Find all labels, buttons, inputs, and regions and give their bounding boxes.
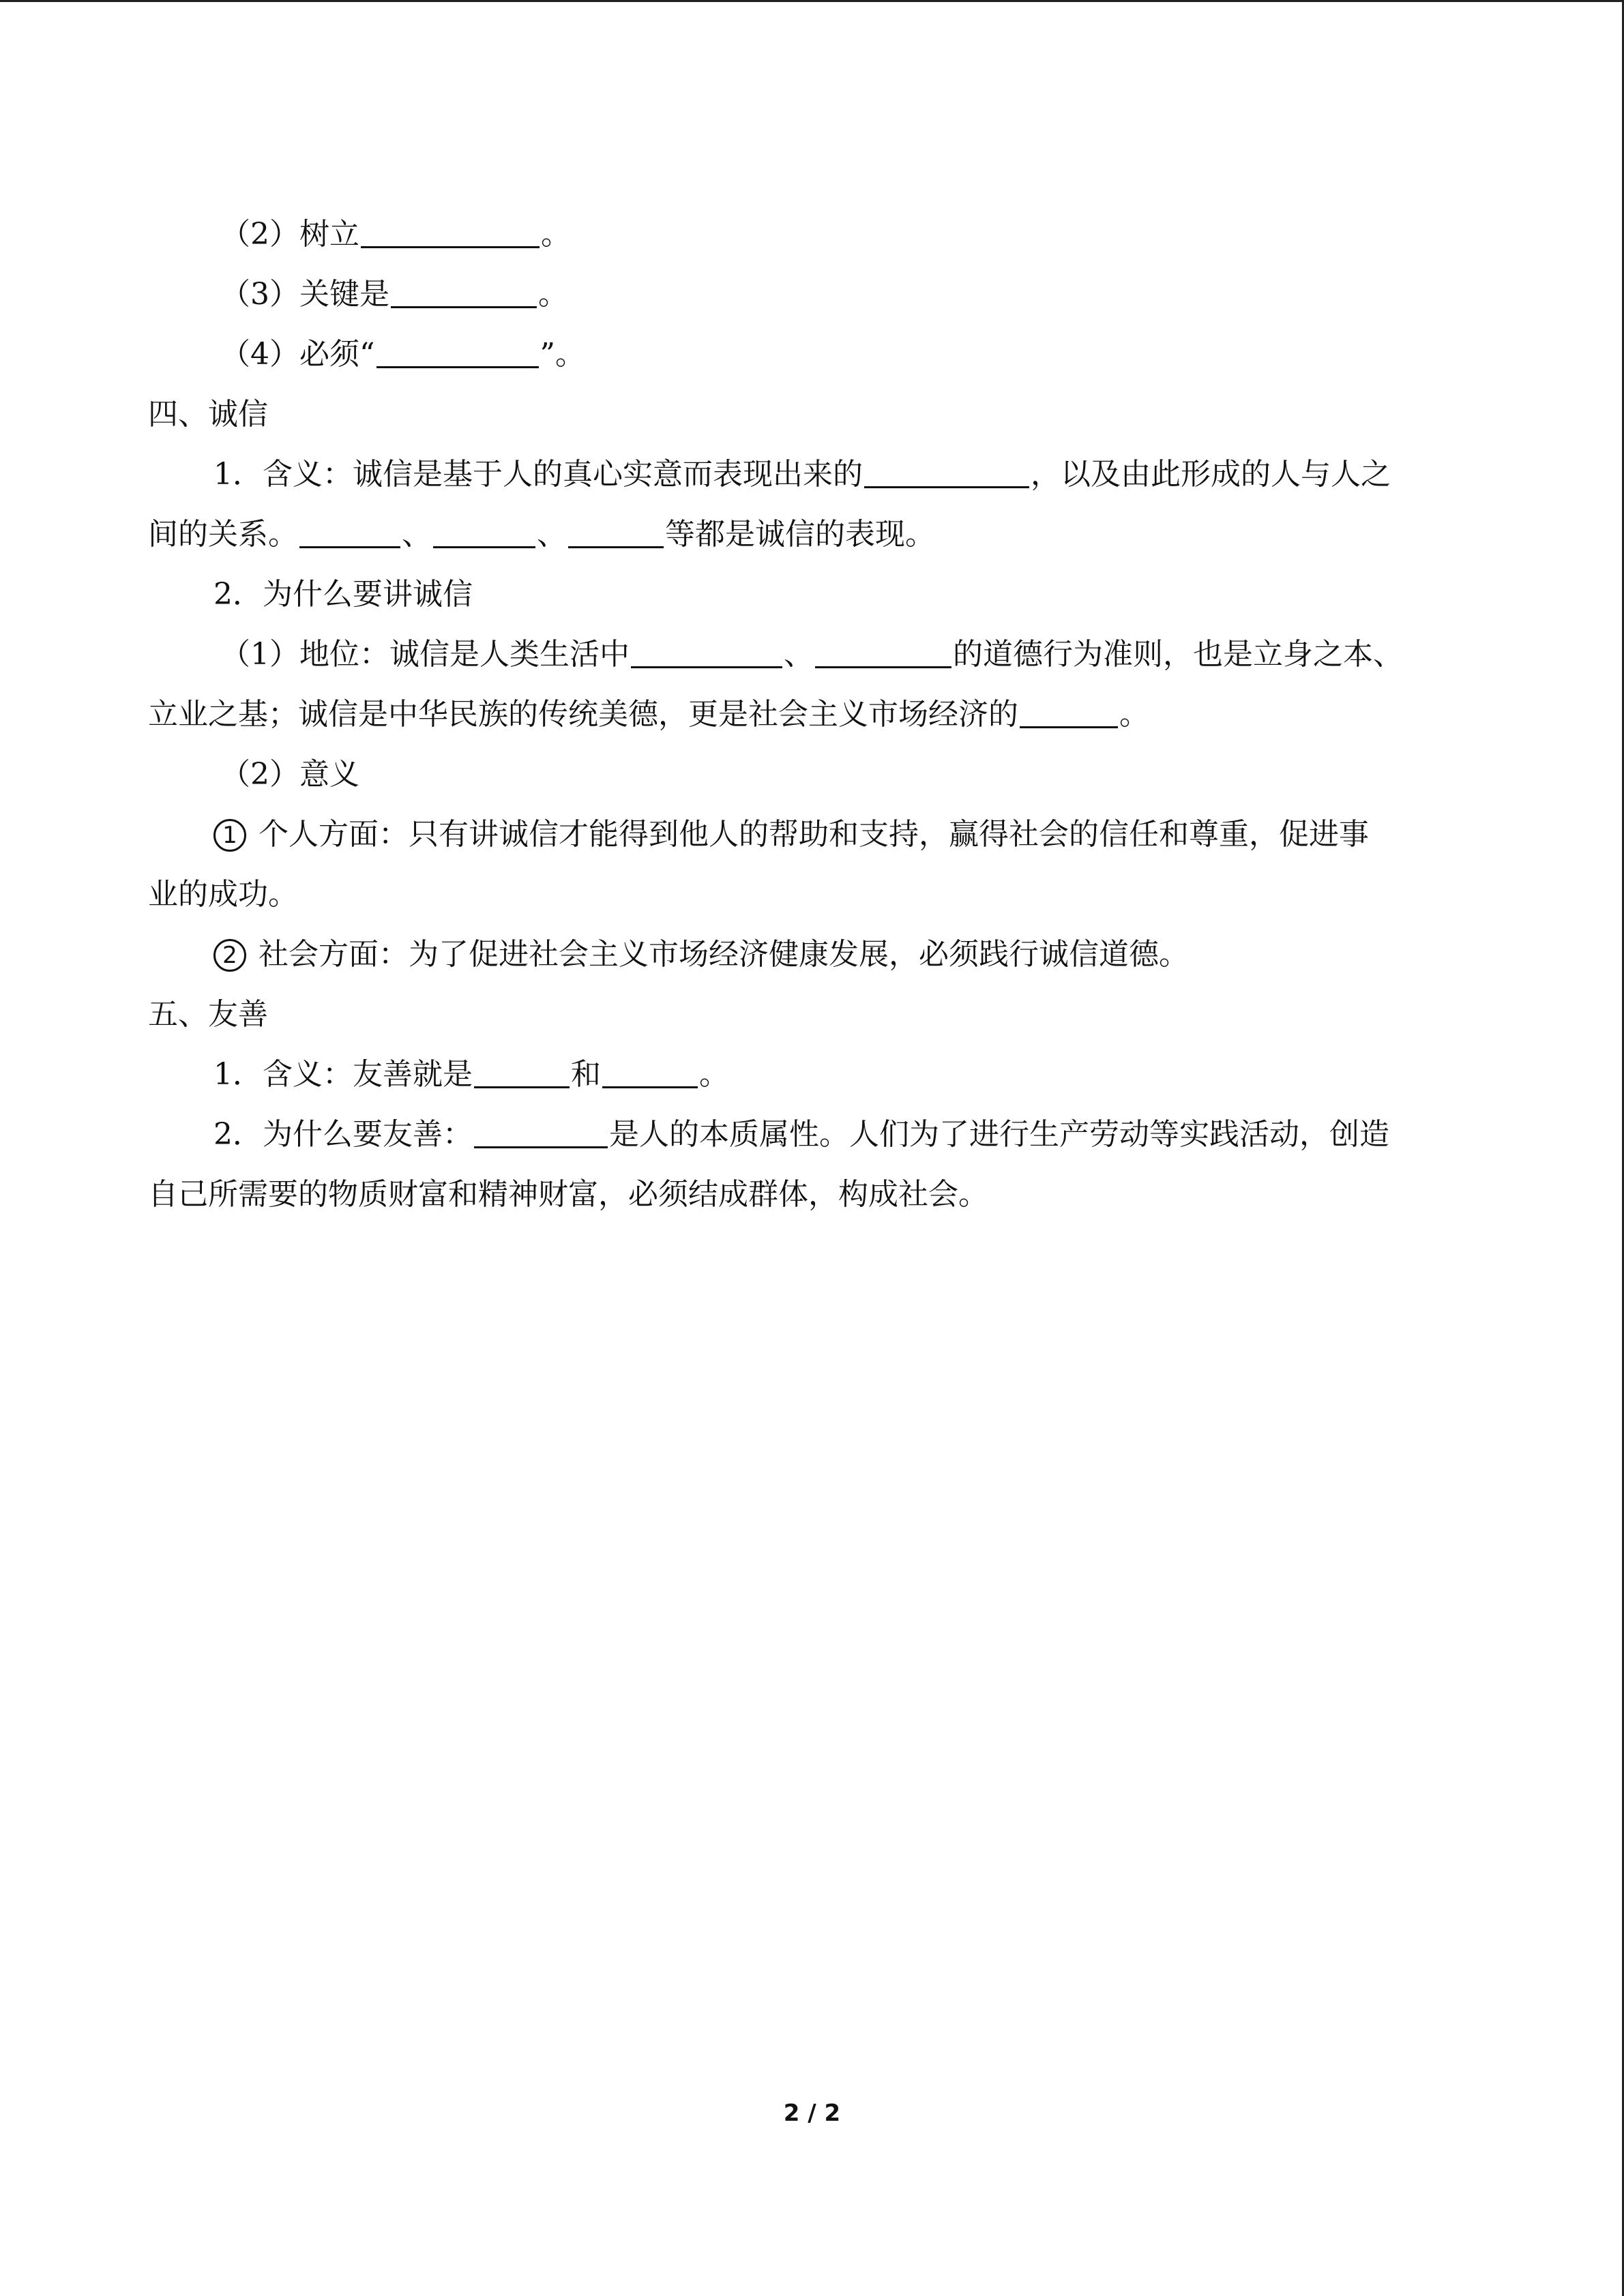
fill-blank[interactable] bbox=[391, 276, 537, 308]
significance-personal bbox=[148, 805, 1478, 865]
item-text: 社会方面：为了促进社会主义市场经济健康发展，必须践行诚信道德。 bbox=[259, 937, 1189, 972]
fill-blank[interactable] bbox=[377, 336, 539, 368]
page-top-border bbox=[0, 0, 1624, 2]
integrity-significance-heading: （2）意义 bbox=[220, 757, 359, 792]
item-text: 1．含义：友善就是 bbox=[213, 1057, 473, 1092]
fill-blank[interactable] bbox=[361, 216, 540, 248]
item-text: （4）必须“ bbox=[220, 337, 375, 372]
item-text: 立业之基；诚信是中华民族的传统美德，更是社会主义市场经济的 bbox=[148, 697, 1018, 732]
significance-social bbox=[148, 925, 1478, 985]
item-text: ”。 bbox=[540, 337, 585, 372]
item-text: 。 bbox=[1119, 697, 1149, 732]
item-text: 等都是诚信的表现。 bbox=[665, 517, 935, 552]
fill-blank[interactable] bbox=[568, 516, 664, 548]
item-text: ，以及由此形成的人与人之 bbox=[1031, 457, 1391, 492]
fill-blank[interactable] bbox=[864, 456, 1029, 488]
fill-blank[interactable] bbox=[474, 1116, 608, 1148]
item-text: 。 bbox=[538, 277, 568, 312]
item-text: 。 bbox=[699, 1057, 729, 1092]
item-text: 间的关系。 bbox=[148, 517, 298, 552]
friendliness-definition bbox=[148, 1045, 1478, 1105]
section-heading-friendliness: 五、友善 bbox=[148, 997, 268, 1032]
fill-blank[interactable] bbox=[602, 1056, 698, 1088]
document-body bbox=[148, 205, 1478, 1225]
friendliness-why bbox=[148, 1105, 1478, 1165]
item-text: 是人的本质属性。人们为了进行生产劳动等实践活动，创造 bbox=[609, 1117, 1389, 1152]
integrity-definition-cont bbox=[148, 505, 1478, 565]
item-text: 、 bbox=[784, 637, 814, 672]
item-establish bbox=[148, 205, 1478, 265]
integrity-why-heading: 2．为什么要讲诚信 bbox=[213, 577, 473, 612]
item-text: 的道德行为准则，也是立身之本、 bbox=[953, 637, 1403, 672]
friendliness-why-cont: 自己所需要的物质财富和精神财富，必须结成群体，构成社会。 bbox=[148, 1177, 988, 1212]
integrity-status bbox=[148, 625, 1478, 685]
item-text: （3）关键是 bbox=[220, 277, 389, 312]
item-text: 和 bbox=[571, 1057, 601, 1092]
item-text: 、 bbox=[537, 517, 567, 552]
item-text: 1．含义：诚信是基于人的真心实意而表现出来的 bbox=[213, 457, 863, 492]
item-text: （2）树立 bbox=[220, 217, 359, 252]
item-text: 个人方面：只有讲诚信才能得到他人的帮助和支持，赢得社会的信任和尊重，促进事 bbox=[259, 817, 1369, 852]
fill-blank[interactable] bbox=[631, 636, 782, 668]
fill-blank[interactable] bbox=[474, 1056, 570, 1088]
fill-blank[interactable] bbox=[1020, 696, 1118, 728]
section-heading-integrity: 四、诚信 bbox=[148, 397, 268, 432]
item-must bbox=[148, 325, 1478, 385]
page-number: 2 / 2 bbox=[783, 2100, 841, 2127]
fill-blank[interactable] bbox=[433, 516, 535, 548]
item-text: 。 bbox=[541, 217, 571, 252]
circled-number: 1 bbox=[213, 819, 246, 852]
fill-blank[interactable] bbox=[299, 516, 400, 548]
item-text: 、 bbox=[402, 517, 432, 552]
fill-blank[interactable] bbox=[815, 636, 951, 668]
integrity-status-cont bbox=[148, 685, 1478, 745]
item-text: 2．为什么要友善： bbox=[213, 1117, 473, 1152]
circled-number: 2 bbox=[213, 939, 246, 972]
integrity-definition bbox=[148, 445, 1478, 505]
item-text: （1）地位：诚信是人类生活中 bbox=[220, 637, 630, 672]
item-key bbox=[148, 265, 1478, 325]
significance-personal-cont: 业的成功。 bbox=[148, 877, 298, 912]
